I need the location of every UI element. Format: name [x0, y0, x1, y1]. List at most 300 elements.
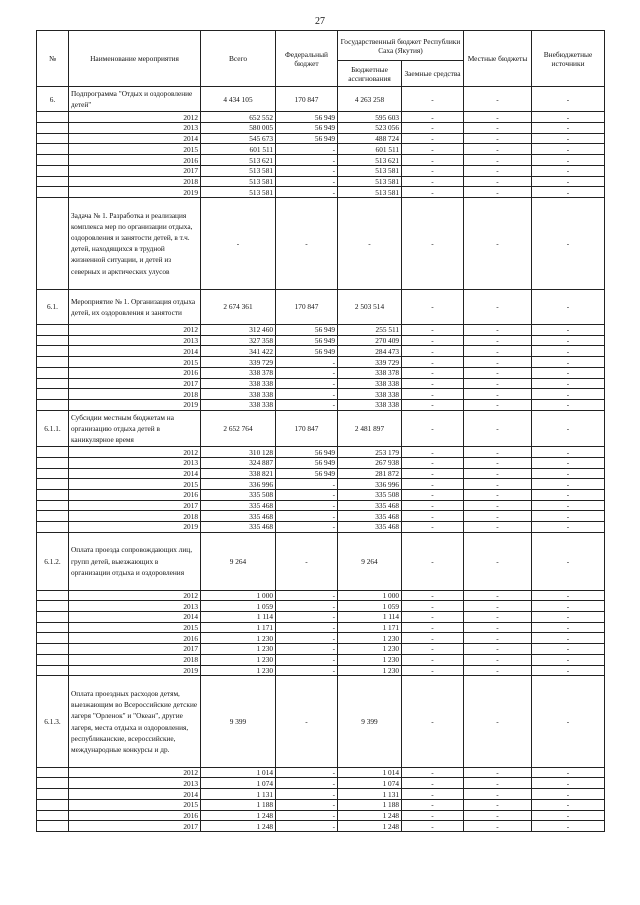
- cell-total: 9 264: [201, 532, 276, 590]
- cell-local: -: [464, 676, 532, 768]
- cell-total: 1 230: [201, 654, 276, 665]
- year-row: [37, 633, 605, 644]
- cell-budget-alloc: 9 264: [338, 532, 402, 590]
- cell-budget-alloc: 488 724: [338, 133, 402, 144]
- cell-local: -: [464, 87, 532, 112]
- cell-local: -: [464, 410, 532, 447]
- cell-borrowed: -: [402, 144, 464, 155]
- cell-total: 335 468: [201, 522, 276, 533]
- cell-budget-alloc: 1 230: [338, 654, 402, 665]
- cell-federal: -: [276, 522, 338, 533]
- year-row: [37, 325, 605, 336]
- cell-total: 545 673: [201, 133, 276, 144]
- cell-borrowed: -: [402, 112, 464, 123]
- cell-borrowed: -: [402, 410, 464, 447]
- cell-federal: -: [276, 532, 338, 590]
- cell-borrowed: -: [402, 457, 464, 468]
- year-row: [37, 644, 605, 655]
- cell-budget-alloc: 1 248: [338, 821, 402, 832]
- cell-local: -: [464, 789, 532, 800]
- year-row: [37, 176, 605, 187]
- year-row: [37, 357, 605, 368]
- year-label: 2013: [69, 335, 201, 346]
- cell-budget-alloc: 335 468: [338, 500, 402, 511]
- cell-federal: 56 949: [276, 325, 338, 336]
- cell-budget-alloc: 267 938: [338, 457, 402, 468]
- year-row: [37, 767, 605, 778]
- cell-budget-alloc: 1 230: [338, 665, 402, 676]
- cell-budget-alloc: 4 263 258: [338, 87, 402, 112]
- year-row: [37, 654, 605, 665]
- cell-federal: -: [276, 644, 338, 655]
- cell-local: -: [464, 447, 532, 458]
- section-name: Подпрограмма "Отдых и оздоровление детей": [69, 87, 201, 112]
- year-label: 2017: [69, 500, 201, 511]
- cell-extra: -: [532, 133, 605, 144]
- col-header-borrowed: Заемные средства: [402, 61, 464, 87]
- cell-total: 1 059: [201, 601, 276, 612]
- cell-borrowed: -: [402, 665, 464, 676]
- cell-local: -: [464, 799, 532, 810]
- empty-cell: [37, 767, 69, 778]
- cell-local: -: [464, 489, 532, 500]
- cell-local: -: [464, 479, 532, 490]
- cell-local: -: [464, 767, 532, 778]
- cell-borrowed: -: [402, 325, 464, 336]
- cell-federal: 56 949: [276, 133, 338, 144]
- empty-cell: [37, 389, 69, 400]
- cell-total: 338 821: [201, 468, 276, 479]
- year-row: [37, 165, 605, 176]
- cell-borrowed: -: [402, 522, 464, 533]
- cell-local: -: [464, 133, 532, 144]
- cell-local: -: [464, 500, 532, 511]
- cell-total: 580 005: [201, 123, 276, 134]
- col-header-republic-group: Государственный бюджет Республики Саха (Якутия): [338, 31, 464, 61]
- cell-extra: -: [532, 325, 605, 336]
- year-label: 2015: [69, 357, 201, 368]
- year-row: [37, 367, 605, 378]
- section-name: Оплата проезда сопровождающих лиц, групп детей, выезжающих в организации отдыха и оздоровления: [69, 532, 201, 590]
- cell-federal: -: [276, 378, 338, 389]
- year-row: [37, 601, 605, 612]
- year-label: 2018: [69, 654, 201, 665]
- section-row: [37, 532, 605, 590]
- cell-local: -: [464, 633, 532, 644]
- empty-cell: [37, 821, 69, 832]
- cell-total: 9 399: [201, 676, 276, 768]
- cell-budget-alloc: 1 171: [338, 622, 402, 633]
- cell-budget-alloc: 2 503 514: [338, 289, 402, 325]
- cell-extra: -: [532, 810, 605, 821]
- empty-cell: [37, 378, 69, 389]
- cell-federal: -: [276, 590, 338, 601]
- year-label: 2013: [69, 457, 201, 468]
- cell-federal: 56 949: [276, 468, 338, 479]
- cell-local: -: [464, 457, 532, 468]
- empty-cell: [37, 810, 69, 821]
- cell-borrowed: -: [402, 633, 464, 644]
- cell-total: 324 887: [201, 457, 276, 468]
- section-number: 6.1.2.: [37, 532, 69, 590]
- cell-federal: -: [276, 367, 338, 378]
- cell-federal: 170 847: [276, 289, 338, 325]
- empty-cell: [37, 457, 69, 468]
- year-row: [37, 821, 605, 832]
- empty-cell: [37, 325, 69, 336]
- cell-borrowed: -: [402, 346, 464, 357]
- empty-cell: [37, 633, 69, 644]
- cell-local: -: [464, 325, 532, 336]
- cell-extra: -: [532, 123, 605, 134]
- cell-total: 1 248: [201, 821, 276, 832]
- section-number: [37, 197, 69, 289]
- year-label: 2019: [69, 522, 201, 533]
- empty-cell: [37, 654, 69, 665]
- cell-extra: -: [532, 479, 605, 490]
- cell-federal: -: [276, 676, 338, 768]
- cell-extra: -: [532, 532, 605, 590]
- cell-federal: -: [276, 799, 338, 810]
- cell-total: 335 468: [201, 500, 276, 511]
- cell-total: 1 230: [201, 644, 276, 655]
- empty-cell: [37, 367, 69, 378]
- cell-local: -: [464, 197, 532, 289]
- cell-budget-alloc: 1 014: [338, 767, 402, 778]
- cell-extra: -: [532, 346, 605, 357]
- cell-local: -: [464, 601, 532, 612]
- cell-total: 652 552: [201, 112, 276, 123]
- cell-extra: -: [532, 155, 605, 166]
- section-row: [37, 289, 605, 325]
- empty-cell: [37, 601, 69, 612]
- cell-budget-alloc: 281 872: [338, 468, 402, 479]
- year-label: 2019: [69, 399, 201, 410]
- year-row: [37, 346, 605, 357]
- empty-cell: [37, 447, 69, 458]
- year-label: 2012: [69, 590, 201, 601]
- cell-federal: -: [276, 357, 338, 368]
- year-row: [37, 389, 605, 400]
- empty-cell: [37, 789, 69, 800]
- cell-extra: -: [532, 144, 605, 155]
- cell-extra: -: [532, 612, 605, 623]
- cell-budget-alloc: 336 996: [338, 479, 402, 490]
- cell-budget-alloc: 338 338: [338, 389, 402, 400]
- cell-budget-alloc: 335 468: [338, 511, 402, 522]
- cell-federal: -: [276, 601, 338, 612]
- year-label: 2016: [69, 155, 201, 166]
- year-label: 2015: [69, 799, 201, 810]
- cell-total: 338 338: [201, 399, 276, 410]
- cell-borrowed: -: [402, 389, 464, 400]
- section-row: [37, 197, 605, 289]
- cell-borrowed: -: [402, 500, 464, 511]
- cell-budget-alloc: 513 621: [338, 155, 402, 166]
- year-row: [37, 489, 605, 500]
- cell-budget-alloc: 513 581: [338, 176, 402, 187]
- cell-extra: -: [532, 601, 605, 612]
- year-label: 2013: [69, 601, 201, 612]
- cell-budget-alloc: -: [338, 197, 402, 289]
- empty-cell: [37, 511, 69, 522]
- cell-extra: -: [532, 500, 605, 511]
- year-label: 2012: [69, 112, 201, 123]
- section-row: [37, 87, 605, 112]
- budget-table: [36, 30, 605, 832]
- cell-extra: -: [532, 410, 605, 447]
- empty-cell: [37, 665, 69, 676]
- cell-federal: 56 949: [276, 123, 338, 134]
- cell-borrowed: -: [402, 479, 464, 490]
- cell-budget-alloc: 595 603: [338, 112, 402, 123]
- year-row: [37, 612, 605, 623]
- cell-federal: -: [276, 612, 338, 623]
- cell-extra: -: [532, 197, 605, 289]
- cell-local: -: [464, 522, 532, 533]
- year-label: 2013: [69, 778, 201, 789]
- cell-total: 327 358: [201, 335, 276, 346]
- empty-cell: [37, 144, 69, 155]
- empty-cell: [37, 644, 69, 655]
- cell-local: -: [464, 165, 532, 176]
- year-row: [37, 112, 605, 123]
- cell-extra: -: [532, 511, 605, 522]
- cell-budget-alloc: 1 074: [338, 778, 402, 789]
- year-row: [37, 479, 605, 490]
- cell-budget-alloc: 601 511: [338, 144, 402, 155]
- cell-budget-alloc: 513 581: [338, 187, 402, 198]
- cell-federal: -: [276, 155, 338, 166]
- year-row: [37, 399, 605, 410]
- cell-federal: -: [276, 389, 338, 400]
- empty-cell: [37, 133, 69, 144]
- cell-total: 1 230: [201, 665, 276, 676]
- cell-extra: -: [532, 112, 605, 123]
- col-header-total: Всего: [201, 31, 276, 87]
- cell-federal: -: [276, 399, 338, 410]
- cell-budget-alloc: 255 511: [338, 325, 402, 336]
- year-row: [37, 799, 605, 810]
- empty-cell: [37, 346, 69, 357]
- cell-budget-alloc: 2 481 897: [338, 410, 402, 447]
- year-label: 2013: [69, 123, 201, 134]
- empty-cell: [37, 522, 69, 533]
- cell-budget-alloc: 253 179: [338, 447, 402, 458]
- cell-borrowed: -: [402, 778, 464, 789]
- empty-cell: [37, 612, 69, 623]
- year-label: 2014: [69, 133, 201, 144]
- year-label: 2017: [69, 165, 201, 176]
- cell-extra: -: [532, 522, 605, 533]
- empty-cell: [37, 155, 69, 166]
- cell-extra: -: [532, 633, 605, 644]
- cell-extra: -: [532, 367, 605, 378]
- cell-local: -: [464, 389, 532, 400]
- empty-cell: [37, 112, 69, 123]
- cell-extra: -: [532, 665, 605, 676]
- year-row: [37, 590, 605, 601]
- cell-total: 1 131: [201, 789, 276, 800]
- cell-local: -: [464, 612, 532, 623]
- cell-federal: -: [276, 500, 338, 511]
- cell-borrowed: -: [402, 489, 464, 500]
- cell-extra: -: [532, 821, 605, 832]
- year-label: 2019: [69, 665, 201, 676]
- year-label: 2016: [69, 810, 201, 821]
- empty-cell: [37, 479, 69, 490]
- cell-federal: -: [276, 665, 338, 676]
- cell-total: 601 511: [201, 144, 276, 155]
- cell-local: -: [464, 532, 532, 590]
- cell-borrowed: -: [402, 176, 464, 187]
- year-row: [37, 187, 605, 198]
- section-number: 6.1.3.: [37, 676, 69, 768]
- cell-federal: -: [276, 767, 338, 778]
- year-row: [37, 468, 605, 479]
- cell-borrowed: -: [402, 87, 464, 112]
- section-number: 6.1.: [37, 289, 69, 325]
- cell-extra: -: [532, 389, 605, 400]
- cell-total: 335 508: [201, 489, 276, 500]
- table-body: [37, 87, 605, 832]
- cell-federal: -: [276, 810, 338, 821]
- cell-total: 4 434 105: [201, 87, 276, 112]
- year-label: 2018: [69, 389, 201, 400]
- cell-federal: -: [276, 511, 338, 522]
- cell-budget-alloc: 1 000: [338, 590, 402, 601]
- cell-total: 513 581: [201, 187, 276, 198]
- year-row: [37, 457, 605, 468]
- cell-borrowed: -: [402, 767, 464, 778]
- year-row: [37, 665, 605, 676]
- cell-extra: -: [532, 767, 605, 778]
- cell-budget-alloc: 338 378: [338, 367, 402, 378]
- cell-total: 338 338: [201, 378, 276, 389]
- cell-federal: -: [276, 176, 338, 187]
- year-row: [37, 378, 605, 389]
- year-row: [37, 522, 605, 533]
- cell-borrowed: -: [402, 289, 464, 325]
- cell-total: 513 621: [201, 155, 276, 166]
- cell-federal: -: [276, 821, 338, 832]
- cell-extra: -: [532, 357, 605, 368]
- cell-budget-alloc: 523 056: [338, 123, 402, 134]
- empty-cell: [37, 123, 69, 134]
- cell-budget-alloc: 270 409: [338, 335, 402, 346]
- year-label: 2012: [69, 767, 201, 778]
- cell-borrowed: -: [402, 123, 464, 134]
- cell-extra: -: [532, 489, 605, 500]
- cell-local: -: [464, 644, 532, 655]
- cell-local: -: [464, 144, 532, 155]
- cell-borrowed: -: [402, 357, 464, 368]
- cell-total: -: [201, 197, 276, 289]
- cell-budget-alloc: 335 508: [338, 489, 402, 500]
- col-header-name: Наименование мероприятия: [69, 31, 201, 87]
- section-name: Субсидии местным бюджетам на организацию отдыха детей в каникулярное время: [69, 410, 201, 447]
- cell-budget-alloc: 339 729: [338, 357, 402, 368]
- cell-local: -: [464, 176, 532, 187]
- cell-total: 1 248: [201, 810, 276, 821]
- cell-extra: -: [532, 644, 605, 655]
- year-label: 2015: [69, 144, 201, 155]
- cell-total: 1 074: [201, 778, 276, 789]
- cell-local: -: [464, 357, 532, 368]
- empty-cell: [37, 590, 69, 601]
- cell-federal: -: [276, 165, 338, 176]
- cell-borrowed: -: [402, 810, 464, 821]
- year-row: [37, 500, 605, 511]
- year-row: [37, 133, 605, 144]
- year-label: 2014: [69, 468, 201, 479]
- cell-local: -: [464, 468, 532, 479]
- cell-extra: -: [532, 399, 605, 410]
- cell-borrowed: -: [402, 335, 464, 346]
- cell-borrowed: -: [402, 447, 464, 458]
- cell-total: 1 171: [201, 622, 276, 633]
- cell-borrowed: -: [402, 367, 464, 378]
- year-row: [37, 810, 605, 821]
- cell-total: 1 000: [201, 590, 276, 601]
- cell-federal: 56 949: [276, 346, 338, 357]
- cell-borrowed: -: [402, 378, 464, 389]
- cell-federal: -: [276, 187, 338, 198]
- cell-borrowed: -: [402, 468, 464, 479]
- cell-extra: -: [532, 676, 605, 768]
- cell-local: -: [464, 590, 532, 601]
- cell-budget-alloc: 1 131: [338, 789, 402, 800]
- year-label: 2015: [69, 622, 201, 633]
- cell-local: -: [464, 821, 532, 832]
- empty-cell: [37, 399, 69, 410]
- section-number: 6.: [37, 87, 69, 112]
- cell-extra: -: [532, 468, 605, 479]
- cell-total: 2 674 361: [201, 289, 276, 325]
- cell-local: -: [464, 335, 532, 346]
- empty-cell: [37, 468, 69, 479]
- cell-borrowed: -: [402, 654, 464, 665]
- cell-total: 310 128: [201, 447, 276, 458]
- cell-borrowed: -: [402, 799, 464, 810]
- cell-borrowed: -: [402, 532, 464, 590]
- cell-budget-alloc: 1 059: [338, 601, 402, 612]
- year-label: 2016: [69, 489, 201, 500]
- year-label: 2017: [69, 644, 201, 655]
- section-row: [37, 676, 605, 768]
- cell-budget-alloc: 338 338: [338, 399, 402, 410]
- cell-federal: 56 949: [276, 457, 338, 468]
- empty-cell: [37, 622, 69, 633]
- cell-federal: 56 949: [276, 447, 338, 458]
- empty-cell: [37, 489, 69, 500]
- cell-extra: -: [532, 654, 605, 665]
- cell-federal: -: [276, 479, 338, 490]
- cell-borrowed: -: [402, 590, 464, 601]
- empty-cell: [37, 778, 69, 789]
- cell-extra: -: [532, 799, 605, 810]
- cell-extra: -: [532, 335, 605, 346]
- cell-budget-alloc: 284 473: [338, 346, 402, 357]
- col-header-local: Местные бюджеты: [464, 31, 532, 87]
- year-label: 2018: [69, 511, 201, 522]
- cell-borrowed: -: [402, 133, 464, 144]
- empty-cell: [37, 165, 69, 176]
- cell-total: 513 581: [201, 165, 276, 176]
- cell-total: 341 422: [201, 346, 276, 357]
- page-number: 27: [315, 16, 325, 27]
- cell-extra: -: [532, 789, 605, 800]
